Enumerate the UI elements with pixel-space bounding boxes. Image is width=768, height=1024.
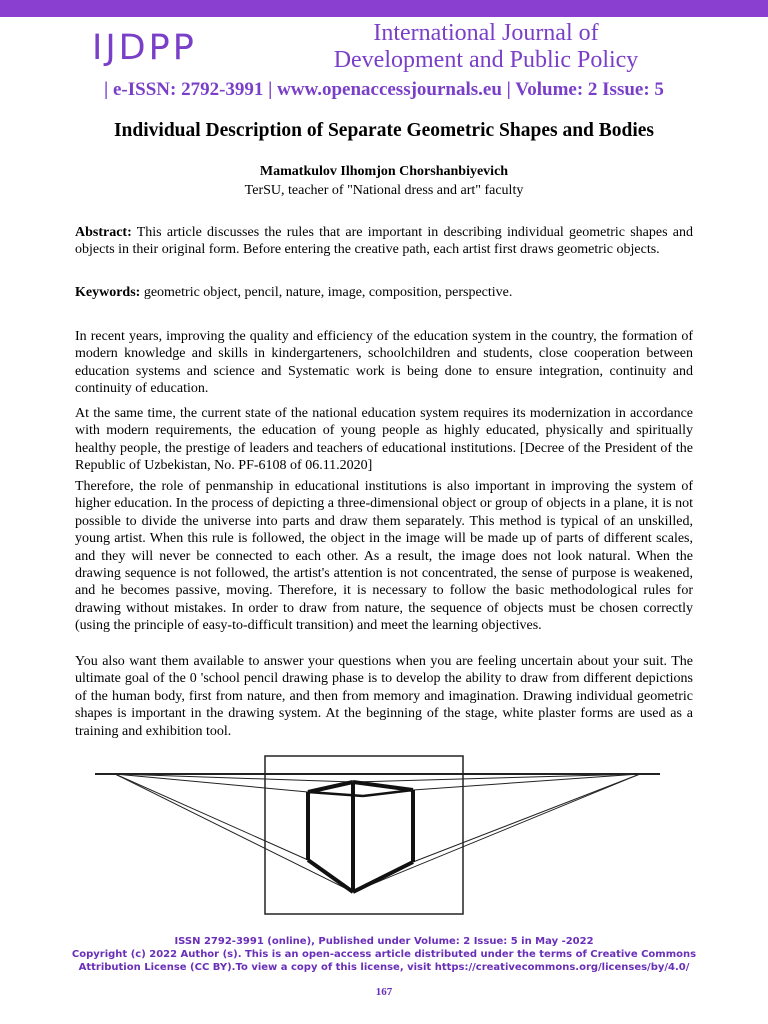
page-footer (0, 935, 768, 974)
footer-license-line: Attribution License (CC BY).To view a copy of this license, visit https://creativecommons.org/licenses/by/4.0/ (78, 962, 690, 973)
body-paragraph-1: In recent years, improving the quality and efficiency of the education system in the country, the formation of modern knowledge and skills in kindergarteners, schoolchildren and students, close cooperation between education systems and science and Systematic work is being done to ensure integration, continuity and continuity of education. (75, 329, 693, 397)
author-name: Mamatkulov Ilhomjon Chorshanbiyevich (259, 164, 509, 179)
journal-logo: IJDPP (92, 28, 197, 68)
perspective-cube-figure (95, 752, 660, 917)
keywords-label: Keywords: (75, 285, 141, 300)
journal-title-line1: International Journal of (373, 20, 599, 46)
abstract-text: This article discusses the rules that are important in describing individual geometric shapes and objects in their original form. Before entering the creative path, each artist first draws geometric objects. (75, 225, 693, 258)
footer-copyright-line: Copyright (c) 2022 Author (s). This is an open-access article distributed under the terms of Creative Commons (71, 949, 697, 960)
article-title: Individual Description of Separate Geometric Shapes and Bodies (113, 120, 655, 141)
journal-title (276, 20, 696, 74)
footer-issn-line: ISSN 2792-3991 (online), Published under Volume: 2 Issue: 5 in May -2022 (174, 936, 594, 947)
page-number: 167 (375, 986, 393, 998)
perspective-construction-lines (95, 756, 660, 914)
body-paragraph-4: You also want them available to answer your questions when you are feeling uncertain about your suit. The ultimate goal of the 0 'school pencil drawing phase is to develop the ability to draw from different depictions of the human body, first from nature, and then from memory and imagination. Drawing individual geometric shapes is important in the drawing system. At the beginning of the stage, white plaster forms are used as a training and exhibition tool. (75, 654, 693, 739)
journal-title-line2: Development and Public Policy (333, 47, 639, 73)
keywords-text: geometric object, pencil, nature, image, composition, perspective. (140, 285, 513, 300)
body-paragraph-2: At the same time, the current state of the national education system requires its modernization in accordance with modern requirements, the education of young people as highly educated, physically and spiritually healthy people, the prestige of leaders and teachers of educational institutions. [Decree of the President of the Republic of Uzbekistan, No. PF-6108 of 06.11.2020] (75, 406, 693, 474)
cube-drawing (308, 782, 413, 892)
abstract (75, 224, 693, 259)
keywords (75, 284, 693, 301)
body-paragraph-3: Therefore, the role of penmanship in educational institutions is also important in improving the system of higher education. In the process of depicting a three-dimensional object or group of objects in a plane, it is not possible to divide the universe into parts and draw them separately. This method is typical of an unskilled, young artist. When this rule is followed, the object in the image will be made up of parts of different scales, and they will never be connected to each other. As a result, the image does not look natural. When the drawing sequence is not followed, the artist's attention is not concentrated, the sense of purpose is weakened, and he becomes passive, moving. Therefore, it is necessary to follow the basic methodological rules for drawing without mistakes. In order to draw from nature, the sequence of objects must be chosen correctly (using the principle of easy-to-difficult transition) and meet the learning objectives. (75, 479, 693, 634)
header-color-bar (0, 0, 768, 17)
issn-volume-line: | e-ISSN: 2792-3991 | www.openaccessjournals.eu | Volume: 2 Issue: 5 (104, 79, 664, 100)
author-affiliation: TerSU, teacher of "National dress and art" faculty (244, 183, 524, 198)
abstract-label: Abstract: (75, 225, 132, 240)
